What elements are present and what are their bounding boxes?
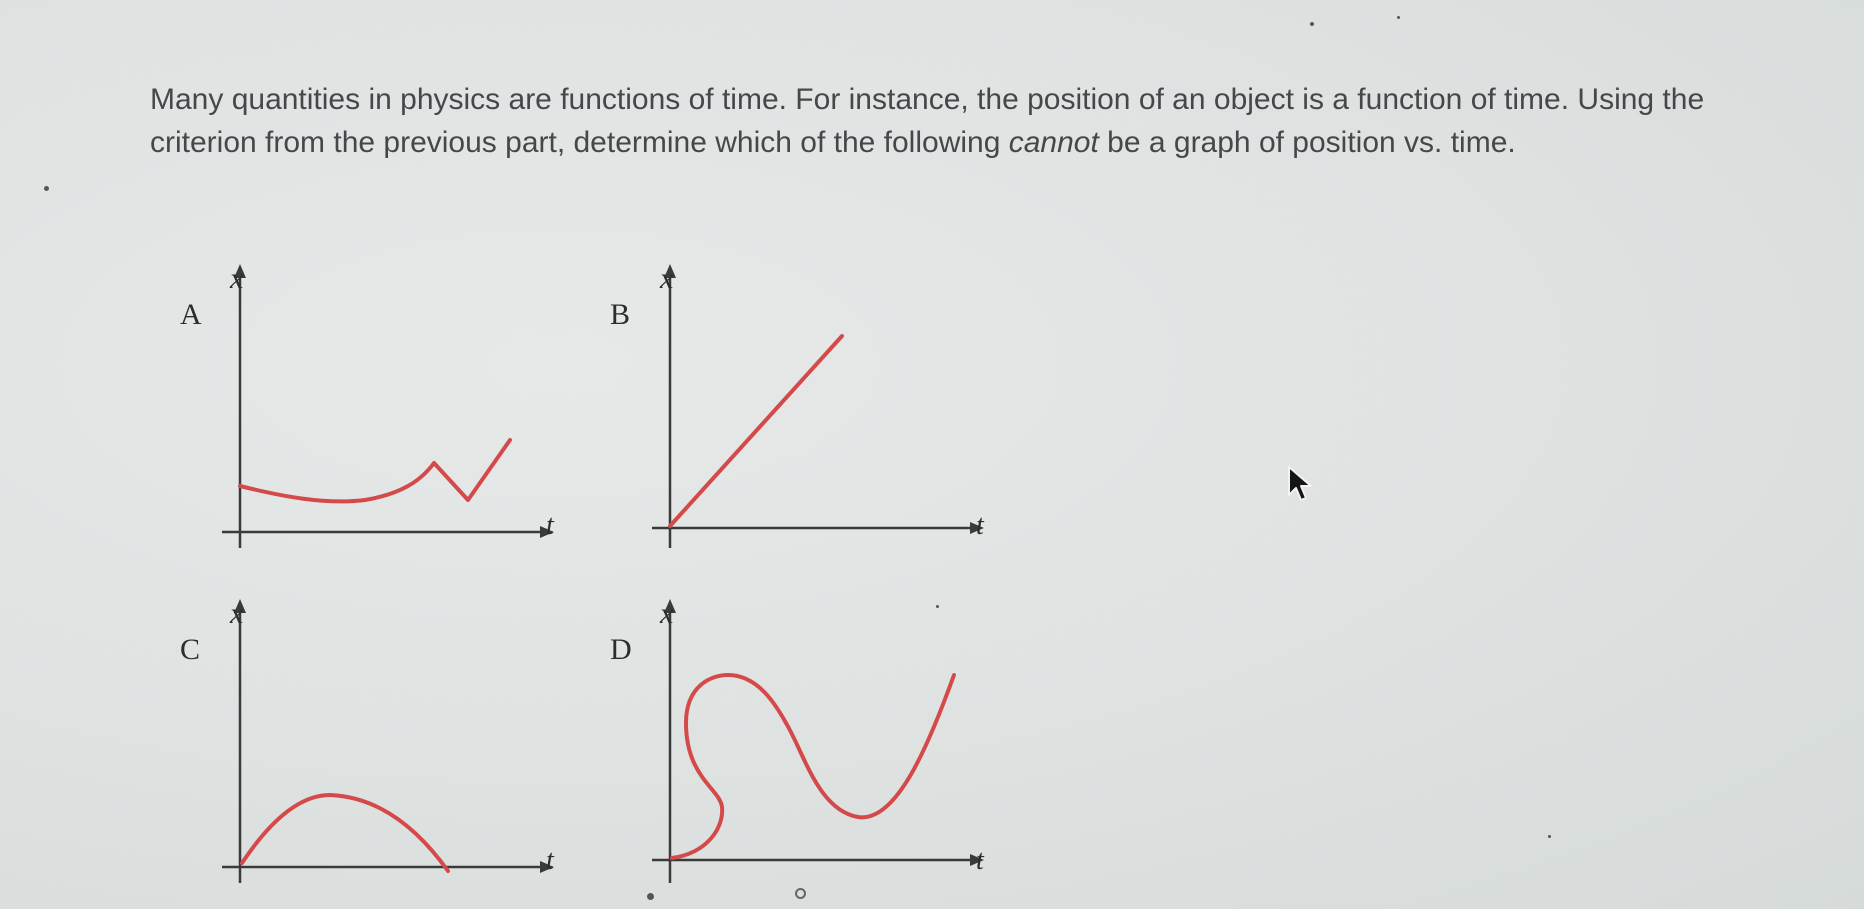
graph-c-curve <box>242 795 448 871</box>
question-part-1: Many quantities in physics are functions of time. For instance, the position of an object is a function of time. Using the criterion from the previous part, determine which of the following <box>150 83 1705 159</box>
graph-a[interactable] <box>150 260 590 580</box>
graph-d-axes <box>652 599 984 883</box>
graph-d-plot <box>580 595 1020 909</box>
graph-b-x-axis-label: t <box>976 510 984 541</box>
dust-speck <box>44 186 49 191</box>
graph-b[interactable] <box>580 260 1020 580</box>
dust-speck <box>647 893 654 900</box>
mouse-pointer-icon <box>1287 465 1315 510</box>
dust-speck <box>1548 835 1551 838</box>
dust-speck <box>1397 16 1400 19</box>
dust-speck <box>795 888 806 899</box>
graph-a-plot <box>150 260 590 580</box>
graph-d-y-axis-label: x <box>660 597 674 630</box>
graph-b-letter: B <box>610 298 631 331</box>
graph-c-letter: C <box>180 633 201 666</box>
graph-c-axes <box>222 599 554 883</box>
graph-d-curve <box>672 675 954 858</box>
graph-d-x-axis-label: t <box>976 845 984 876</box>
graph-c-y-axis-label: x <box>230 597 244 630</box>
question-part-2: be a graph of position vs. time. <box>1098 126 1516 159</box>
graph-c-x-axis-label: t <box>546 845 554 876</box>
graph-d[interactable] <box>580 595 1020 909</box>
graph-b-plot <box>580 260 1020 580</box>
graph-d-letter: D <box>610 633 632 666</box>
graph-b-y-axis-label: x <box>660 262 674 295</box>
question-text <box>150 78 1810 164</box>
graph-a-letter: A <box>180 298 202 331</box>
graph-a-x-axis-label: t <box>546 510 554 541</box>
graph-a-curve <box>240 440 510 501</box>
graph-b-axes <box>652 264 984 548</box>
question-emphasis: cannot <box>1008 126 1099 159</box>
dust-speck <box>936 605 939 608</box>
graph-c[interactable] <box>150 595 590 909</box>
graph-a-y-axis-label: x <box>230 262 244 295</box>
graph-a-axes <box>222 264 554 548</box>
dust-speck <box>1310 22 1314 26</box>
graph-c-plot <box>150 595 590 909</box>
graph-b-curve <box>670 336 842 526</box>
